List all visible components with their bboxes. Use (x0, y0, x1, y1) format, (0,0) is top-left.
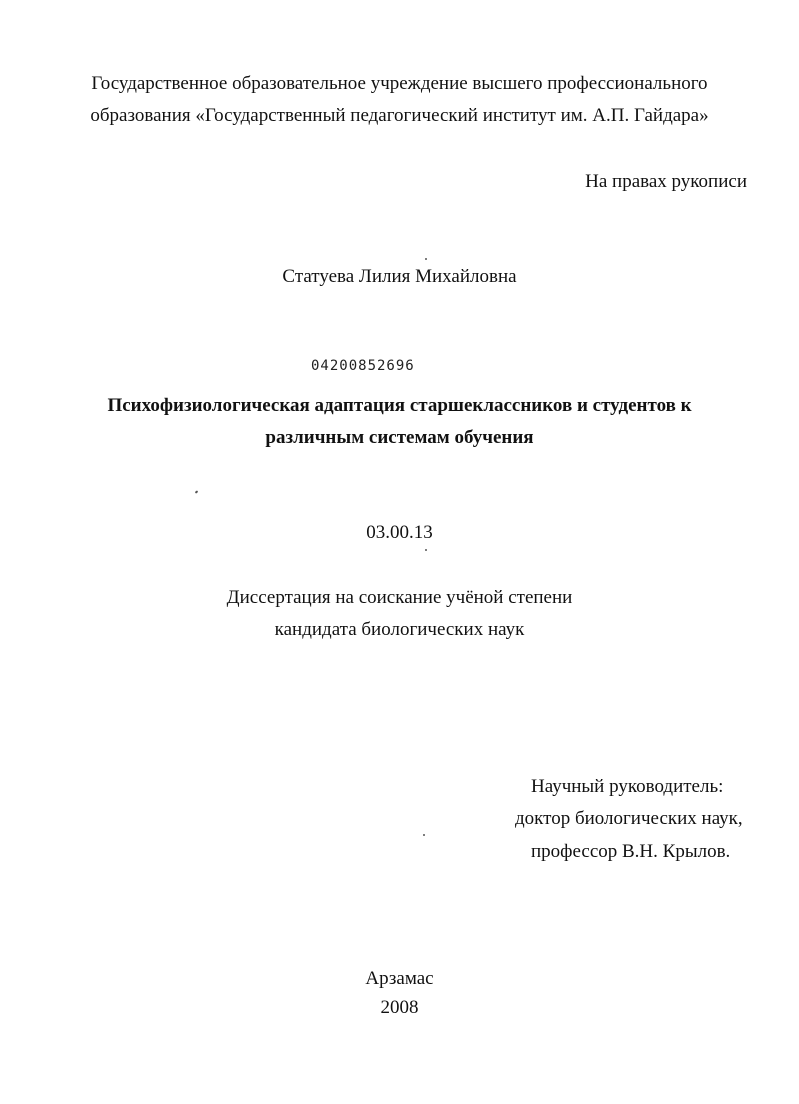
scan-speck (423, 834, 425, 836)
title-line-2: различным системам обучения (265, 427, 534, 448)
title-line-1: Психофизиологическая адаптация старшеклассников и студентов к (107, 395, 692, 416)
degree-line-2: кандидата биологических наук (274, 619, 525, 640)
manuscript-note: На правах рукописи (585, 171, 747, 192)
institution-line-2: образования «Государственный педагогический институт им. А.П. Гайдара» (90, 105, 709, 126)
supervisor-degree: доктор биологических наук, (515, 808, 743, 829)
scan-speck (425, 258, 427, 260)
scan-speck (195, 490, 199, 493)
registration-stamp: 04200852696 (311, 358, 415, 374)
supervisor-name: профессор В.Н. Крылов. (531, 841, 731, 862)
degree-line-1: Диссертация на соискание учёной степени (226, 587, 573, 608)
author-name: Статуева Лилия Михайловна (282, 266, 517, 287)
supervisor-label: Научный руководитель: (531, 776, 724, 797)
year: 2008 (380, 997, 419, 1018)
place: Арзамас (365, 968, 434, 989)
specialty-code: 03.00.13 (366, 522, 433, 543)
scan-speck (425, 549, 427, 551)
institution-line-1: Государственное образовательное учреждение высшего профессионального (91, 73, 708, 94)
